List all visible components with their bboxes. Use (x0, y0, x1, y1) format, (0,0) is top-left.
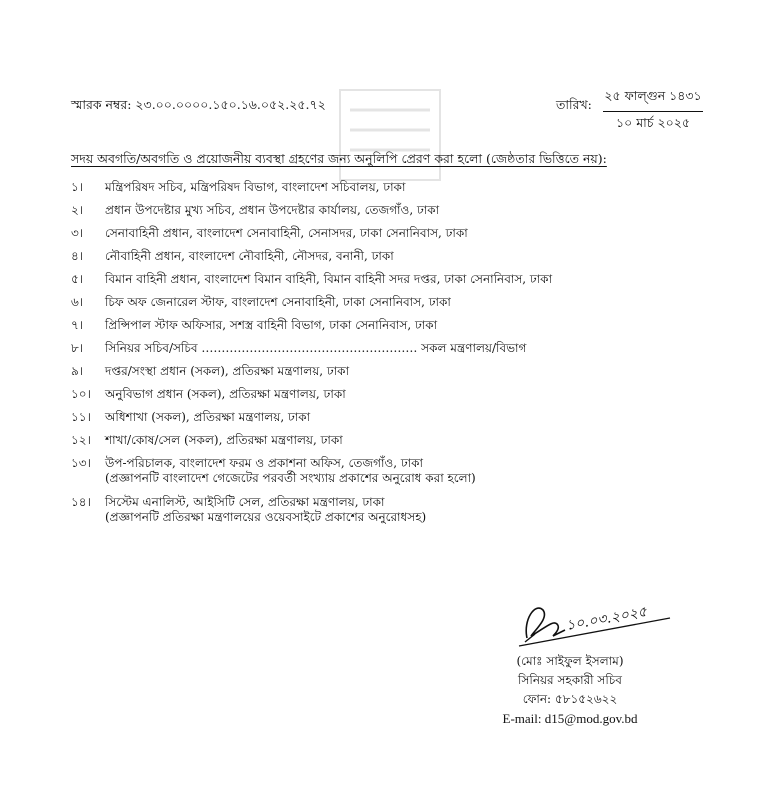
date-gregorian: ১০ মার্চ ২০২৫ (616, 115, 690, 130)
recipient-text (105, 456, 711, 486)
memo-number: স্মারক নম্বর: ২৩.০০.০০০০.১৫০.১৬.০৫২.২৫.৭২ (71, 97, 326, 112)
recipient-number: ৬। (71, 295, 84, 309)
recipient-item (71, 318, 711, 333)
recipient-item (71, 495, 711, 525)
recipient-text (105, 495, 711, 525)
date-block (603, 88, 703, 135)
date-bangla: ২৫ ফাল্গুন ১৪৩১ (604, 88, 702, 103)
date-divider (603, 111, 703, 112)
recipient-number: ৭। (71, 318, 84, 332)
recipient-text-main: উপ-পরিচালক, বাংলাদেশ ফরম ও প্রকাশনা অফিস, তেজগাঁও, ঢাকা (105, 456, 424, 470)
recipient-number: ১। (71, 180, 84, 194)
recipient-item (71, 226, 711, 241)
recipient-text (105, 341, 711, 356)
signatory-designation: সিনিয়র সহকারী সচিব (518, 673, 622, 687)
distribution-heading: সদয় অবগতি/অবগতি ও প্রয়োজনীয় ব্যবস্থা গ্রহণের জন্য অনুলিপি প্রেরণ করা হলো (জেষ্ঠতার ভিত্তিতে নয়): (71, 151, 607, 166)
recipient-text-main: প্রিন্সিপাল স্টাফ অফিসার, সশস্ত্র বাহিনী বিভাগ, ঢাকা সেনানিবাস, ঢাকা (105, 318, 438, 332)
recipient-text-main: চিফ অফ জেনারেল স্টাফ, বাংলাদেশ সেনাবাহিনী, ঢাকা সেনানিবাস, ঢাকা (105, 295, 451, 309)
recipient-text (105, 180, 711, 195)
recipient-text-main: নৌবাহিনী প্রধান, বাংলাদেশ নৌবাহিনী, নৌসদর, বনানী, ঢাকা (105, 249, 394, 263)
recipient-number: ১১। (71, 410, 91, 424)
signatory-name: (মোঃ সাইফুল ইসলাম) (516, 654, 624, 668)
recipient-text (105, 272, 711, 287)
faint-seal-watermark (330, 80, 450, 190)
recipient-note: (প্রজ্ঞাপনটি প্রতিরক্ষা মন্ত্রণালয়ের ওয়েবসাইটে প্রকাশের অনুরোধসহ) (105, 510, 427, 524)
recipient-note: (প্রজ্ঞাপনটি বাংলাদেশ গেজেটের পরবর্তী সংখ্যায় প্রকাশের অনুরোধ করা হলো) (105, 471, 476, 485)
recipient-item (71, 410, 711, 425)
recipient-number: ২। (71, 203, 84, 217)
recipient-text (105, 318, 711, 333)
recipient-text (105, 226, 711, 241)
recipient-item (71, 456, 711, 486)
recipient-item (71, 272, 711, 287)
handwritten-signature (505, 590, 675, 650)
recipient-text-main: সিস্টেম এনালিস্ট, আইসিটি সেল, প্রতিরক্ষা মন্ত্রণালয়, ঢাকা (105, 495, 385, 509)
recipient-number: ১২। (71, 433, 91, 447)
recipient-list (71, 180, 711, 534)
signatory-email: E-mail: d15@mod.gov.bd (502, 711, 638, 726)
recipient-text (105, 249, 711, 264)
recipient-text (105, 364, 711, 379)
recipient-item (71, 180, 711, 195)
recipient-number: ৩। (71, 226, 84, 240)
recipient-item (71, 249, 711, 264)
recipient-text-main: সেনাবাহিনী প্রধান, বাংলাদেশ সেনাবাহিনী, সেনাসদর, ঢাকা সেনানিবাস, ঢাকা (105, 226, 468, 240)
recipient-item (71, 295, 711, 310)
recipient-item (71, 387, 711, 402)
recipient-text (105, 295, 711, 310)
recipient-text-main: বিমান বাহিনী প্রধান, বাংলাদেশ বিমান বাহিনী, বিমান বাহিনী সদর দপ্তর, ঢাকা সেনানিবাস, ঢাকা (105, 272, 553, 286)
recipient-text-main: প্রধান উপদেষ্টার মুখ্য সচিব, প্রধান উপদেষ্টার কার্যালয়, তেজগাঁও, ঢাকা (105, 203, 440, 217)
recipient-item (71, 341, 711, 356)
signatory-phone: ফোন: ৫৮১৫২৬২২ (522, 692, 618, 706)
recipient-number: ৯। (71, 364, 84, 378)
recipient-text-main: অনুবিভাগ প্রধান (সকল), প্রতিরক্ষা মন্ত্রণালয়, ঢাকা (105, 387, 346, 401)
signatory-block (470, 652, 670, 728)
recipient-text-main: সিনিয়র সচিব/সচিব ……………………………………………… সকল মন্ত্রণালয়/বিভাগ (105, 341, 527, 355)
recipient-text-main: মন্ত্রিপরিষদ সচিব, মন্ত্রিপরিষদ বিভাগ, বাংলাদেশ সচিবালয়, ঢাকা (105, 180, 406, 194)
recipient-item (71, 433, 711, 448)
recipient-item (71, 203, 711, 218)
recipient-text (105, 387, 711, 402)
recipient-text (105, 203, 711, 218)
recipient-item (71, 364, 711, 379)
date-label: তারিখ: (556, 97, 592, 112)
recipient-number: ৫। (71, 272, 84, 286)
recipient-text (105, 433, 711, 448)
recipient-number: ৪। (71, 249, 84, 263)
recipient-text-main: দপ্তর/সংস্থা প্রধান (সকল), প্রতিরক্ষা মন্ত্রণালয়, ঢাকা (105, 364, 350, 378)
recipient-number: ১০। (71, 387, 91, 401)
recipient-text-main: শাখা/কোষ/সেল (সকল), প্রতিরক্ষা মন্ত্রণালয়, ঢাকা (105, 433, 343, 447)
recipient-number: ৮। (71, 341, 84, 355)
recipient-text (105, 410, 711, 425)
signature-date: ১০.০৩.২০২৫ (564, 603, 649, 634)
recipient-text-main: অধিশাখা (সকল), প্রতিরক্ষা মন্ত্রণালয়, ঢাকা (105, 410, 311, 424)
recipient-number: ১৪। (71, 495, 91, 509)
recipient-number: ১৩। (71, 456, 91, 470)
